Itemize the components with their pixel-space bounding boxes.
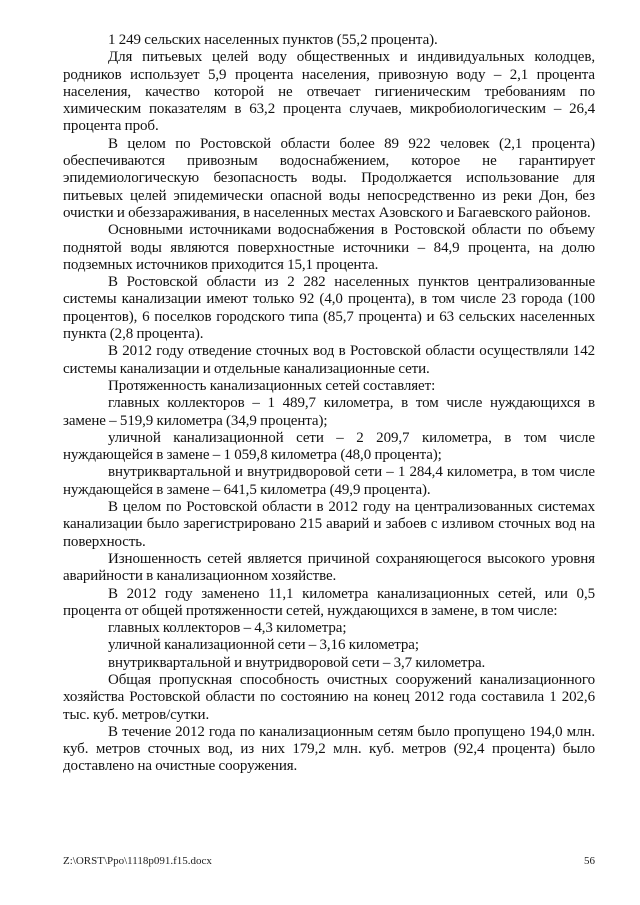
paragraph: внутриквартальной и внутридворовой сети – 3,7 километра. bbox=[108, 654, 486, 671]
paragraph: В целом по Ростовской области в 2012 году на централизованных системах канализации было зарегистрировано 215 аварий и забоев с изливом сточных вод на поверхность. bbox=[63, 499, 595, 550]
page-number: 56 bbox=[584, 855, 595, 867]
paragraph: Изношенность сетей является причиной сохраняющегося высокого уровня аварийности в канализационном хозяйстве. bbox=[63, 550, 595, 585]
paragraph: главных коллекторов – 4,3 километра; bbox=[108, 620, 347, 637]
paragraph: Протяженность канализационных сетей составляет: bbox=[108, 377, 436, 394]
paragraph: уличной канализационной сети – 2 209,7 километра, в том числе нуждающейся в замене – 1 059,8 километра (48,0 процента); bbox=[63, 429, 595, 464]
paragraph: Основными источниками водоснабжения в Ростовской области по объему поднятой воды являются поверхностные источники – 84,9 процента, на долю подземных источников приходится 15,1 процента. bbox=[63, 222, 595, 273]
paragraph: В течение 2012 года по канализационным сетям было пропущено 194,0 млн. куб. метров сточных вод, из них 179,2 млн. куб. метров (92,4 процента) было доставлено на очистные сооружения. bbox=[63, 723, 595, 775]
paragraph: Для питьевых целей воду общественных и индивидуальных колодцев, родников использует 5,9 процента населения, привозную воду – 2,1 процента населения, качество которой не отвечает гигиеническим требованиям по химическим показателям в 63,2 процента случаев, микробиологическим – 26,4 процента проб. bbox=[63, 49, 595, 135]
paragraph: В Ростовской области из 2 282 населенных пунктов централизованные системы канализации имеют только 92 (4,0 процента), в том числе 23 города (100 процентов), 6 поселков городского типа (85,7 процента) и 63 сельских населенных пункта (2,8 процента). bbox=[63, 274, 595, 343]
footer-file-path: Z:\ORST\Ppo\1118p091.f15.docx bbox=[63, 855, 212, 867]
paragraph: 1 249 сельских населенных пунктов (55,2 процента). bbox=[108, 32, 438, 48]
paragraph: главных коллекторов – 1 489,7 километра, в том числе нуждающихся в замене – 519,9 километра (34,9 процента); bbox=[63, 395, 595, 429]
paragraph: В целом по Ростовской области более 89 922 человек (2,1 процента) обеспечиваются привозным водоснабжением, которое не гарантирует эпидемиологическую безопасность воды. Продолжается использование для питьевых целей эпидемически опасной воды непосредственно из реки Дон, без очистки и обеззараживания, в населенных местах Азовского и Багаевского районов. bbox=[63, 135, 595, 221]
paragraph: В 2012 году заменено 11,1 километра канализационных сетей, или 0,5 процента от общей протяженности сетей, нуждающихся в замене, в том числе: bbox=[63, 585, 595, 619]
paragraph: В 2012 году отведение сточных вод в Ростовской области осуществляли 142 системы канализации и отдельные канализационные сети. bbox=[63, 343, 595, 377]
paragraph: внутриквартальной и внутридворовой сети – 1 284,4 километра, в том числе нуждающейся в замене – 641,5 километра (49,9 процента). bbox=[63, 464, 595, 498]
document-body bbox=[63, 32, 595, 776]
paragraph: Общая пропускная способность очистных сооружений канализационного хозяйства Ростовской области по состоянию на конец 2012 года составила 1 202,6 тыс. куб. метров/сутки. bbox=[63, 671, 595, 723]
paragraph: уличной канализационной сети – 3,16 километра; bbox=[108, 637, 419, 654]
